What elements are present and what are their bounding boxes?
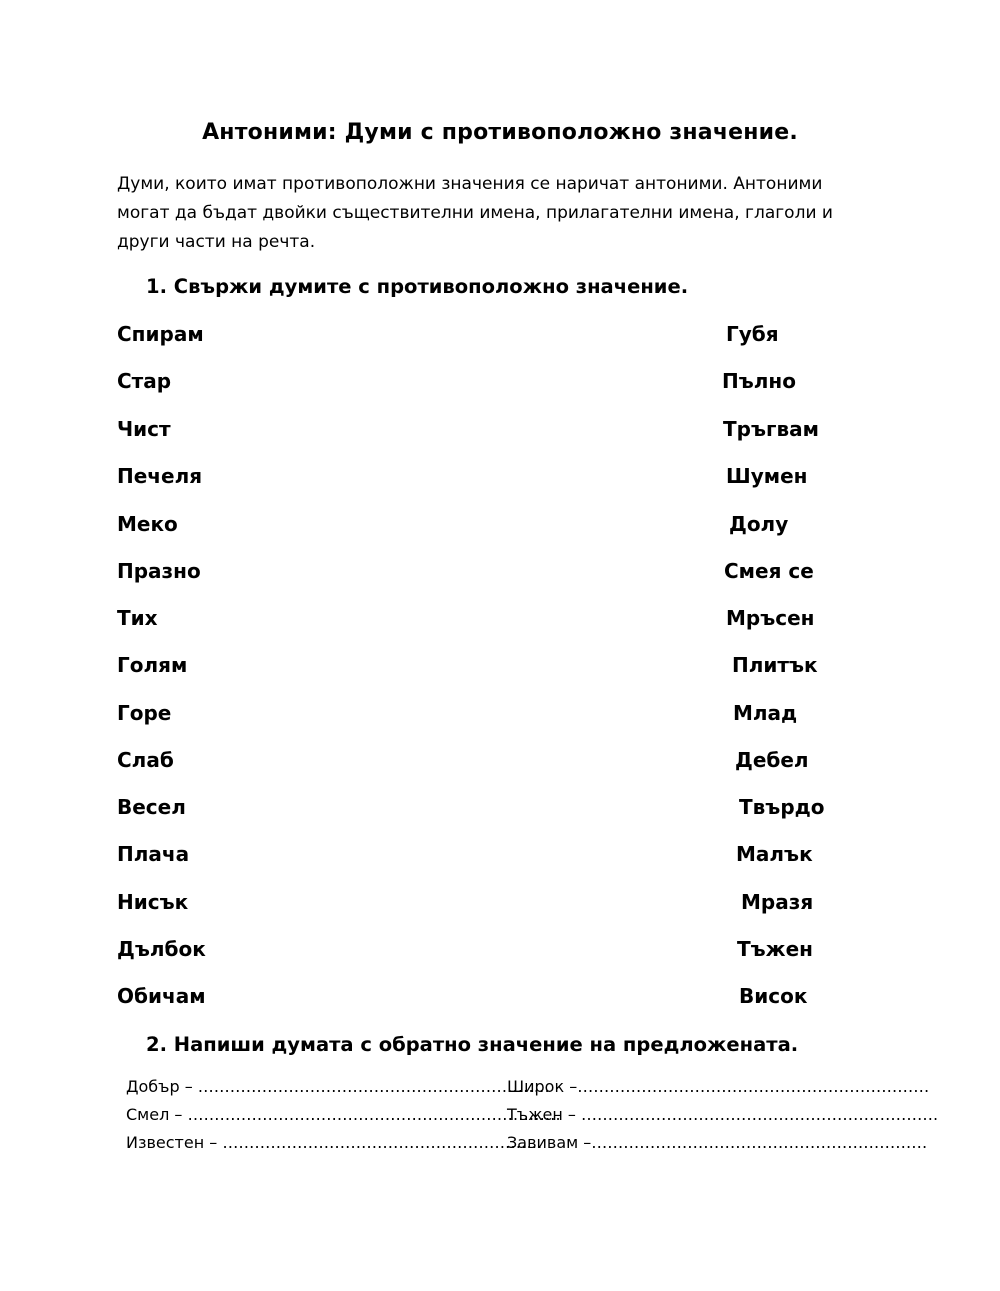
fill-row xyxy=(126,1077,930,1105)
left-word[interactable]: Дълбок xyxy=(117,937,206,961)
right-word[interactable]: Млад xyxy=(733,701,798,725)
right-word[interactable]: Пълно xyxy=(722,369,796,393)
right-word[interactable]: Смея се xyxy=(724,559,814,583)
left-word[interactable]: Чист xyxy=(117,417,171,441)
fill-in-item[interactable]: Добър – ………………………………………………………… xyxy=(126,1077,550,1096)
right-word[interactable]: Шумен xyxy=(726,464,808,488)
fill-in-item[interactable]: Смел – ……………………………………………………………. xyxy=(126,1105,561,1124)
right-word[interactable]: Плитък xyxy=(732,653,818,677)
right-word[interactable]: Мръсен xyxy=(726,606,815,630)
right-word[interactable]: Мразя xyxy=(741,890,814,914)
right-word[interactable]: Дебел xyxy=(735,748,809,772)
left-word[interactable]: Меко xyxy=(117,512,178,536)
fill-row xyxy=(126,1133,928,1161)
fill-in-item[interactable]: Завивам –……………………………………………………… xyxy=(507,1133,928,1152)
fill-in-grid xyxy=(126,1077,939,1161)
intro-line: други части на речта. xyxy=(117,232,316,252)
left-word[interactable]: Празно xyxy=(117,559,201,583)
task2-heading: 2. Напиши думата с обратно значение на предложената. xyxy=(146,1033,799,1056)
right-word[interactable]: Малък xyxy=(736,842,813,866)
intro-line: Думи, които имат противоположни значения се наричат антоними. Антоними xyxy=(117,174,823,194)
right-word[interactable]: Губя xyxy=(726,322,779,346)
left-word[interactable]: Горе xyxy=(117,701,172,725)
left-word[interactable]: Нисък xyxy=(117,890,189,914)
right-word[interactable]: Долу xyxy=(729,512,789,536)
right-word[interactable]: Твърдо xyxy=(739,795,825,819)
fill-in-item[interactable]: Известен – …………………………………………………… xyxy=(126,1133,543,1152)
left-word[interactable]: Спирам xyxy=(117,322,204,346)
fill-row xyxy=(126,1105,939,1133)
right-word[interactable]: Тръгвам xyxy=(723,417,819,441)
intro-paragraph xyxy=(117,170,887,257)
left-word[interactable]: Печеля xyxy=(117,464,203,488)
page-title: Антоними: Думи с противоположно значение. xyxy=(202,120,798,145)
left-word[interactable]: Весел xyxy=(117,795,186,819)
left-word[interactable]: Слаб xyxy=(117,748,174,772)
left-word[interactable]: Обичам xyxy=(117,984,206,1008)
left-word[interactable]: Плача xyxy=(117,842,190,866)
fill-in-item[interactable]: Широк –………………………………………………………… xyxy=(507,1077,930,1096)
left-word[interactable]: Тих xyxy=(117,606,158,630)
left-word[interactable]: Голям xyxy=(117,653,188,677)
left-word[interactable]: Стар xyxy=(117,369,172,393)
intro-line: могат да бъдат двойки съществителни имена, прилагателни имена, глаголи и xyxy=(117,203,833,223)
task1-heading: 1. Свържи думите с противоположно значение. xyxy=(146,275,689,298)
right-word[interactable]: Тъжен xyxy=(737,937,813,961)
fill-in-item[interactable]: Тъжен – …………………………………………………………. xyxy=(507,1105,939,1124)
right-word[interactable]: Висок xyxy=(739,984,808,1008)
